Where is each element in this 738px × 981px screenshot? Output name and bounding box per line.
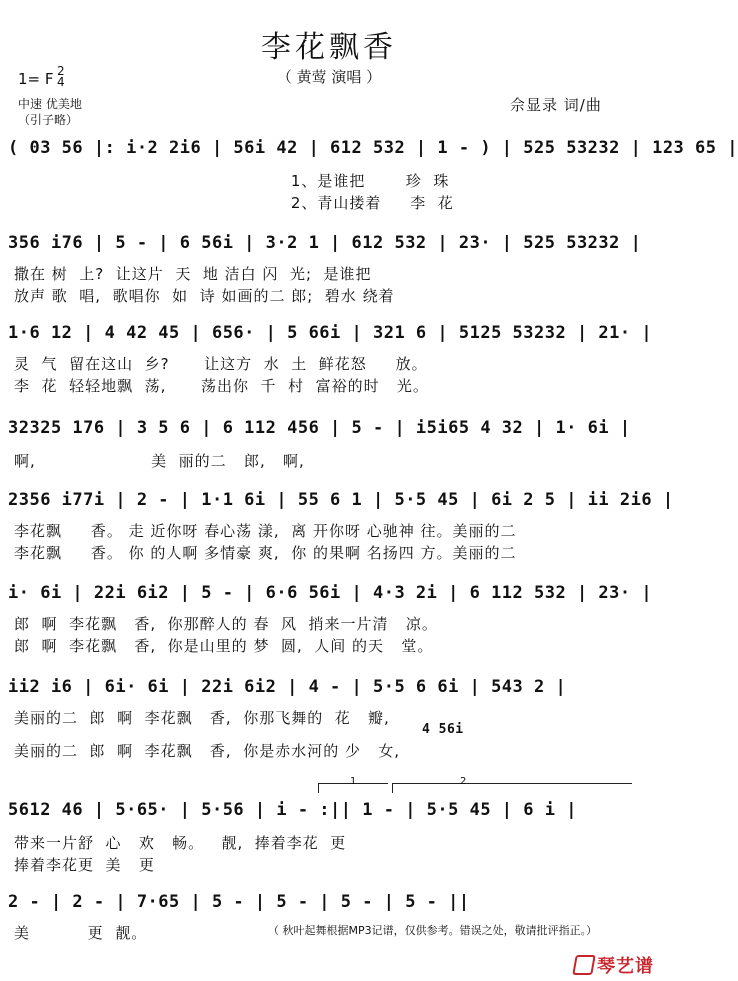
- lyrics-row-6-verse-2: 郎 啊 李花飘 香, 你是山里的 梦 圆, 人间 的天 堂。: [14, 637, 434, 655]
- key-signature: 1= F: [18, 70, 54, 88]
- lyrics-row-8-verse-1: 带来一片舒 心 欢 畅。 靓, 捧着李花 更: [14, 834, 347, 852]
- lyrics-row-4: 啊, 美 丽的二 郎, 啊,: [14, 452, 305, 470]
- volta-1-left-tick: [318, 783, 319, 793]
- volta-2-label: 2: [460, 776, 467, 787]
- lyrics-row-5-verse-1: 李花飘 香。 走 近你呀 春心荡 漾, 离 开你呀 心驰神 往。美丽的二: [14, 522, 517, 540]
- song-title: 李花飘香: [261, 30, 397, 65]
- logo-text: 琴艺谱: [597, 956, 654, 977]
- intro-note: （引子略）: [18, 113, 79, 127]
- time-signature-bottom: 4: [57, 75, 65, 89]
- composer-credit: 佘显录 词/曲: [510, 96, 602, 114]
- music-row-9: 2 - | 2 - | 7·65 | 5 - | 5 - | 5 - | 5 - ||: [8, 892, 470, 912]
- music-row-4: 32325 176 | 3 5 6 | 6 112 456 | 5 - | i5i65 4 32 | 1· 6i |: [8, 418, 631, 438]
- logo-icon: [572, 955, 596, 975]
- lyrics-row-8-verse-2: 捧着李花更 美 更: [14, 856, 155, 874]
- volta-2-left-tick: [392, 783, 393, 793]
- lyrics-row-7-verse-2: 美丽的二 郎 啊 李花飘 香, 你是赤水河的 少 女,: [14, 742, 401, 760]
- lyrics-row-2-verse-2: 放声 歌 唱, 歌唱你 如 诗 如画的二 郎; 碧水 绕着: [14, 287, 395, 305]
- music-row-2: 356 i76 | 5 - | 6 56i | 3·2 1 | 612 532 | 23· | 525 53232 |: [8, 233, 642, 253]
- lyrics-row-2-verse-1: 撒在 树 上? 让这片 天 地 洁白 闪 光; 是谁把: [14, 265, 372, 283]
- lyrics-row-3-verse-2: 李 花 轻轻地飘 荡, 荡出你 千 村 富裕的时 光。: [14, 377, 429, 395]
- music-row-5: 2356 i77i | 2 - | 1·1 6i | 55 6 1 | 5·5 45 | 6i 2 5 | ii 2i6 |: [8, 490, 674, 510]
- singer-credit: （ 黄莺 演唱 ）: [276, 68, 382, 86]
- volta-1-label: 1: [350, 776, 357, 787]
- volta-2-bracket: [392, 783, 632, 784]
- lyrics-row-9: 美 更 靓。: [14, 924, 148, 942]
- lyrics-row-3-verse-1: 灵 气 留在这山 乡? 让这方 水 土 鲜花怒 放。: [14, 355, 428, 373]
- lyrics-row-1-verse-2: 2、青山搂着 李 花: [14, 194, 454, 212]
- transcription-note: （ 秋叶起舞根据MP3记谱，仅供参考。错误之处，敬请批评指正。）: [268, 924, 598, 937]
- music-row-1: ( 03 56 |: i·2 2i6 | 56i 42 | 612 532 | 1 - ) | 525 53232 | 123 65 |: [8, 138, 738, 158]
- site-logo: [574, 952, 654, 978]
- time-signature: [57, 66, 65, 88]
- inline-annotation: 4 56i: [422, 722, 464, 737]
- lyrics-row-5-verse-2: 李花飘 香。 你 的人啊 多情豪 爽, 你 的果啊 名扬四 方。美丽的二: [14, 544, 517, 562]
- music-row-7: ii2 i6 | 6i· 6i | 22i 6i2 | 4 - | 5·5 6 6i | 543 2 |: [8, 677, 567, 697]
- lyrics-row-1-verse-1: 1、是谁把 珍 珠: [14, 172, 450, 190]
- time-signature-top: 2: [57, 64, 65, 78]
- tempo-marking: 中速 优美地: [18, 97, 82, 111]
- music-row-3: 1·6 12 | 4 42 45 | 656· | 5 66i | 321 6 | 5125 53232 | 21· |: [8, 323, 653, 343]
- lyrics-row-7-verse-1: 美丽的二 郎 啊 李花飘 香, 你那飞舞的 花 瓣,: [14, 709, 390, 727]
- music-row-8: 5612 46 | 5·65· | 5·56 | i - :|| 1 - | 5·5 45 | 6 i |: [8, 800, 577, 820]
- music-row-6: i· 6i | 22i 6i2 | 5 - | 6·6 56i | 4·3 2i | 6 112 532 | 23· |: [8, 583, 653, 603]
- lyrics-row-6-verse-1: 郎 啊 李花飘 香, 你那醉人的 春 风 捎来一片清 凉。: [14, 615, 438, 633]
